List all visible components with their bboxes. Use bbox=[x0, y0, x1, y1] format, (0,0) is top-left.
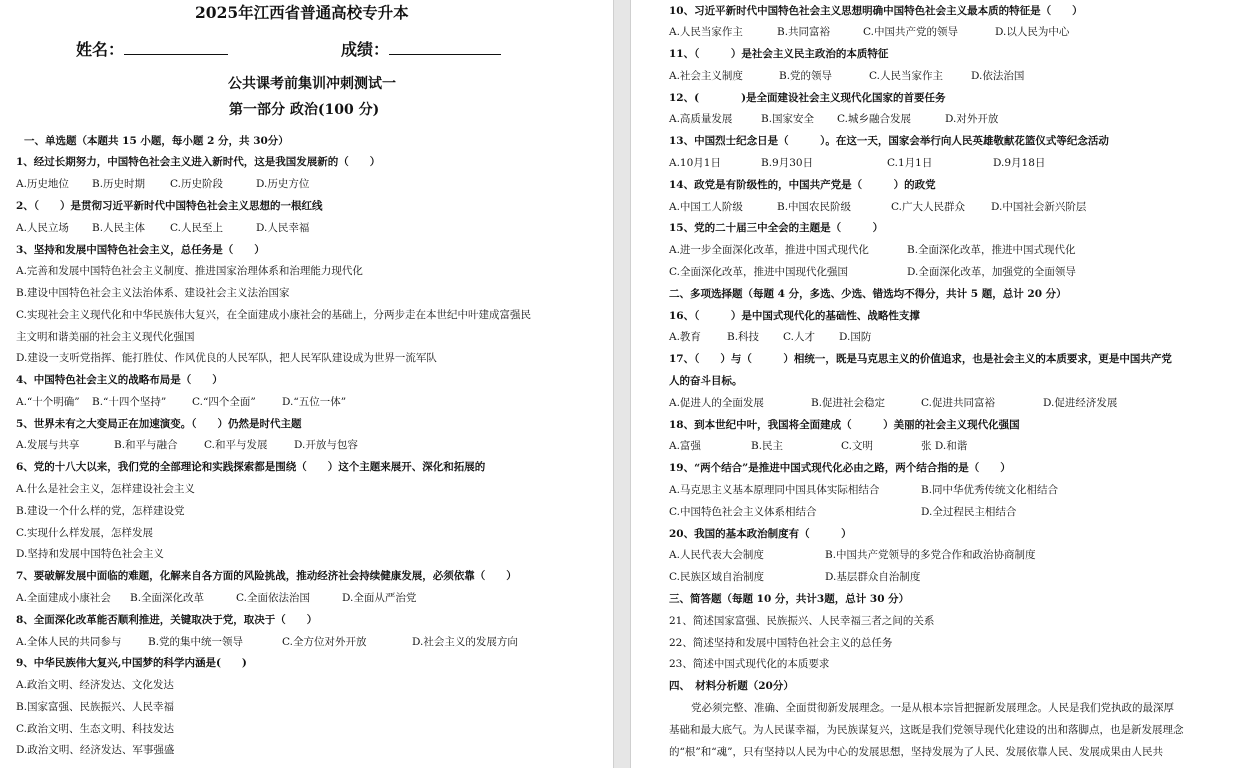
option-c[interactable]: C.全面深化改革，推进中国现代化强国 bbox=[669, 266, 848, 278]
option-row bbox=[669, 112, 998, 126]
question-stem: 10、习近平新时代中国特色社会主义思想明确中国特色社会主义最本质的特征是（ ） bbox=[669, 5, 1083, 17]
option-d[interactable]: D.以人民为中心 bbox=[995, 26, 1070, 38]
option-d[interactable]: D.坚持和发展中国特色社会主义 bbox=[16, 548, 164, 560]
option-a[interactable]: A.全面建成小康社会 bbox=[16, 592, 111, 604]
short-answer-question: 23、简述中国式现代化的本质要求 bbox=[669, 658, 830, 670]
option-c[interactable]: C.促进共同富裕 bbox=[921, 397, 995, 409]
option-d[interactable]: 张 D.和谐 bbox=[921, 440, 968, 452]
option-b[interactable]: B.共同富裕 bbox=[777, 26, 831, 38]
option-d[interactable]: D.全面从严治党 bbox=[342, 592, 417, 604]
option-a[interactable]: A.社会主义制度 bbox=[669, 70, 743, 82]
option-d[interactable]: D.国防 bbox=[839, 331, 872, 343]
option-row bbox=[669, 570, 920, 584]
option-a[interactable]: A.人民代表大会制度 bbox=[669, 549, 764, 561]
option-c[interactable]: C.和平与发展 bbox=[204, 439, 268, 451]
section-heading: 三、简答题（每题 10 分，共计3题，总计 30 分） bbox=[669, 593, 910, 605]
option-a[interactable]: A.人民当家作主 bbox=[669, 26, 743, 38]
option-c[interactable]: C.全面依法治国 bbox=[236, 592, 310, 604]
option-row bbox=[16, 438, 358, 452]
option-a[interactable]: A.教育 bbox=[669, 331, 701, 343]
exam-subtitle: 公共课考前集训冲刺测试一 bbox=[228, 76, 396, 92]
short-answer-question: 21、简述国家富强、民族振兴、人民幸福三者之间的关系 bbox=[669, 615, 935, 627]
option-b[interactable]: B.历史时期 bbox=[92, 178, 146, 190]
option-d[interactable]: D.全过程民主相结合 bbox=[921, 506, 1017, 518]
option-b[interactable]: B.9月30日 bbox=[761, 157, 814, 169]
option-d[interactable]: D.中国社会新兴阶层 bbox=[991, 201, 1087, 213]
question-stem: 18、到本世纪中叶，我国将全面建成（ ）美丽的社会主义现代化强国 bbox=[669, 419, 1020, 431]
question-stem: 12、( )是全面建设社会主义现代化国家的首要任务 bbox=[669, 92, 946, 104]
right-page bbox=[631, 0, 1237, 768]
material-paragraph: 的“根”和“魂”，只有坚持以人民为中心的发展思想，坚持发展为了人民、发展依靠人民、发展成果由人民共 bbox=[669, 746, 1163, 758]
option-row bbox=[16, 635, 518, 649]
option-b[interactable]: B.科技 bbox=[727, 331, 760, 343]
option-d[interactable]: D.建设一支听党指挥、能打胜仗、作风优良的人民军队，把人民军队建设成为世界一流军队 bbox=[16, 352, 437, 364]
question-stem-cont: 人的奋斗目标。 bbox=[669, 375, 743, 387]
option-b[interactable]: B.党的领导 bbox=[779, 70, 833, 82]
option-d[interactable]: D.依法治国 bbox=[971, 70, 1025, 82]
material-paragraph: 基础和最大底气。为人民谋幸福，为民族谋复兴，这既是我们党领导现代化建设的出和落脚点，也是新发展理念 bbox=[669, 724, 1184, 736]
option-c[interactable]: C.“四个全面” bbox=[192, 396, 256, 408]
question-stem: 16、（ ）是中国式现代化的基础性、战略性支撑 bbox=[669, 310, 920, 322]
material-paragraph: 党必须完整、准确、全面贯彻新发展理念。一是从根本宗旨把握新发展理念。人民是我们党执政的最深厚 bbox=[691, 702, 1174, 714]
option-d[interactable]: D.促进经济发展 bbox=[1043, 397, 1118, 409]
question-stem: 19、“两个结合”是推进中国式现代化必由之路，两个结合指的是（ ） bbox=[669, 462, 1011, 474]
option-c[interactable]: C.人民当家作主 bbox=[869, 70, 943, 82]
question-stem: 8、全面深化改革能否顺利推进，关键取决于党，取决于（ ） bbox=[16, 614, 318, 626]
option-d[interactable]: D.对外开放 bbox=[945, 113, 999, 125]
option-c[interactable]: C.政治文明、生态文明、科技发达 bbox=[16, 723, 174, 735]
option-row bbox=[16, 221, 309, 235]
option-c[interactable]: C.中国特色社会主义体系相结合 bbox=[669, 506, 817, 518]
option-b[interactable]: B.全面深化改革，推进中国式现代化 bbox=[907, 244, 1076, 256]
exam-title: 2025年江西省普通高校专升本 bbox=[195, 3, 409, 22]
question-stem: 2、（ ）是贯彻习近平新时代中国特色社会主义思想的一根红线 bbox=[16, 200, 323, 212]
page-gutter bbox=[613, 0, 631, 768]
option-a[interactable]: A.发展与共享 bbox=[16, 439, 80, 451]
option-a[interactable]: A.人民立场 bbox=[16, 222, 69, 234]
section-heading: 一、单选题（本题共 15 小题，每小题 2 分，共 30分） bbox=[24, 135, 289, 147]
question-stem: 5、世界未有之大变局正在加速演变。（ ）仍然是时代主题 bbox=[16, 418, 302, 430]
question-stem: 13、中国烈士纪念日是（ ）。在这一天，国家会举行向人民英雄敬献花篮仪式等纪念活动 bbox=[669, 135, 1109, 147]
option-b[interactable]: B.国家富强、民族振兴、人民幸福 bbox=[16, 701, 175, 713]
option-row bbox=[669, 548, 1036, 562]
option-a[interactable]: A.中国工人阶级 bbox=[669, 201, 743, 213]
option-a[interactable]: A.促进人的全面发展 bbox=[669, 397, 764, 409]
option-d[interactable]: D.社会主义的发展方向 bbox=[412, 636, 518, 648]
option-b[interactable]: B.促进社会稳定 bbox=[811, 397, 886, 409]
option-a[interactable]: A.全体人民的共同参与 bbox=[16, 636, 122, 648]
score-blank[interactable] bbox=[389, 40, 501, 55]
option-c-cont: 主文明和谐美丽的社会主义现代化强国 bbox=[16, 331, 195, 343]
option-d[interactable]: D.人民幸福 bbox=[256, 222, 310, 234]
option-a[interactable]: A.完善和发展中国特色社会主义制度、推进国家治理体系和治理能力现代化 bbox=[16, 265, 363, 277]
option-c[interactable]: C.全方位对外开放 bbox=[282, 636, 367, 648]
option-row bbox=[16, 177, 309, 191]
option-c[interactable]: C.人才 bbox=[783, 331, 815, 343]
short-answer-question: 22、简述坚持和发展中国特色社会主义的总任务 bbox=[669, 637, 893, 649]
question-stem: 1、经过长期努力，中国特色社会主义进入新时代，这是我国发展新的（ ） bbox=[16, 156, 381, 168]
option-b[interactable]: B.同中华优秀传统文化相结合 bbox=[921, 484, 1059, 496]
question-stem: 20、我国的基本政治制度有（ ） bbox=[669, 528, 852, 540]
option-c[interactable]: C.1月1日 bbox=[887, 157, 933, 169]
option-row bbox=[669, 25, 1069, 39]
option-d[interactable]: D.历史方位 bbox=[256, 178, 310, 190]
question-stem: 14、政党是有阶级性的，中国共产党是（ ）的政党 bbox=[669, 179, 936, 191]
option-b[interactable]: B.中国农民阶级 bbox=[777, 201, 852, 213]
option-b[interactable]: B.党的集中统一领导 bbox=[148, 636, 244, 648]
option-a[interactable]: A.10月1日 bbox=[669, 157, 721, 169]
option-d[interactable]: D.全面深化改革，加强党的全面领导 bbox=[907, 266, 1076, 278]
option-b[interactable]: B.“十四个坚持” bbox=[92, 396, 167, 408]
option-b[interactable]: B.国家安全 bbox=[761, 113, 815, 125]
option-a[interactable]: A.什么是社会主义，怎样建设社会主义 bbox=[16, 483, 195, 495]
question-stem: 17、（ ）与（ ）相统一，既是马克思主义的价值追求，也是社会主义的本质要求，更是中国共产党 bbox=[669, 353, 1172, 365]
option-b[interactable]: B.建设中国特色社会主义法治体系、建设社会主义法治国家 bbox=[16, 287, 290, 299]
option-c[interactable]: C.广大人民群众 bbox=[891, 201, 965, 213]
option-b[interactable]: B.民主 bbox=[751, 440, 784, 452]
option-row bbox=[669, 439, 967, 453]
option-row bbox=[16, 395, 346, 409]
section-heading: 四、 材料分析题（20分） bbox=[669, 680, 794, 692]
name-field[interactable] bbox=[76, 40, 228, 57]
left-page bbox=[0, 0, 613, 768]
option-d[interactable]: D.政治文明、经济发达、军事强盛 bbox=[16, 744, 175, 756]
option-a[interactable]: A.历史地位 bbox=[16, 178, 69, 190]
question-stem: 3、坚持和发展中国特色社会主义，总任务是（ ） bbox=[16, 244, 265, 256]
option-row bbox=[669, 483, 1058, 497]
question-stem: 9、中华民族伟大复兴,中国梦的科学内涵是( ) bbox=[16, 657, 247, 669]
name-blank[interactable] bbox=[124, 40, 228, 55]
option-row bbox=[669, 243, 1076, 257]
option-row bbox=[669, 265, 1076, 279]
option-c[interactable]: C.实现什么样发展，怎样发展 bbox=[16, 527, 153, 539]
question-stem: 15、党的二十届三中全会的主题是（ ） bbox=[669, 222, 884, 234]
option-row bbox=[669, 200, 1086, 214]
option-c[interactable]: C.中国共产党的领导 bbox=[863, 26, 958, 38]
option-a[interactable]: A.进一步全面深化改革，推进中国式现代化 bbox=[669, 244, 869, 256]
option-row bbox=[669, 396, 1117, 410]
name-label: 姓名： bbox=[76, 40, 125, 59]
score-field[interactable] bbox=[341, 40, 501, 57]
option-a[interactable]: A.政治文明、经济发达、文化发达 bbox=[16, 679, 174, 691]
part-title: 第一部分 政治(100 分) bbox=[229, 102, 380, 118]
option-row bbox=[669, 330, 871, 344]
option-row bbox=[669, 505, 1016, 519]
option-row bbox=[669, 69, 1024, 83]
option-b[interactable]: B.人民主体 bbox=[92, 222, 146, 234]
option-a[interactable]: A.马克思主义基本原理同中国具体实际相结合 bbox=[669, 484, 880, 496]
question-stem: 4、中国特色社会主义的战略布局是（ ） bbox=[16, 374, 223, 386]
option-a[interactable]: A.“十个明确” bbox=[16, 396, 80, 408]
option-c[interactable]: C.文明 bbox=[841, 440, 873, 452]
option-c[interactable]: C.实现社会主义现代化和中华民族伟大复兴，在全面建成小康社会的基础上，分两步走在本世纪中叶建成富强民 bbox=[16, 309, 531, 321]
option-c[interactable]: C.民族区域自治制度 bbox=[669, 571, 764, 583]
option-c[interactable]: C.历史阶段 bbox=[170, 178, 223, 190]
option-b[interactable]: B.和平与融合 bbox=[114, 439, 178, 451]
question-stem: 7、要破解发展中面临的难题，化解来自各方面的风险挑战，推动经济社会持续健康发展，必须依靠（ ） bbox=[16, 570, 517, 582]
score-label: 成绩： bbox=[341, 40, 390, 59]
option-a[interactable]: A.富强 bbox=[669, 440, 701, 452]
option-b[interactable]: B.全面深化改革 bbox=[130, 592, 205, 604]
option-a[interactable]: A.高质量发展 bbox=[669, 113, 733, 125]
option-c[interactable]: C.人民至上 bbox=[170, 222, 223, 234]
option-b[interactable]: B.建设一个什么样的党，怎样建设党 bbox=[16, 505, 185, 517]
question-stem: 6、党的十八大以来，我们党的全部理论和实践探索都是围绕（ ）这个主题来展开、深化和拓展的 bbox=[16, 461, 486, 473]
option-d[interactable]: D.基层群众自治制度 bbox=[825, 571, 921, 583]
option-row bbox=[16, 591, 416, 605]
option-d[interactable]: D.开放与包容 bbox=[294, 439, 358, 451]
option-b[interactable]: B.中国共产党领导的多党合作和政治协商制度 bbox=[825, 549, 1036, 561]
option-c[interactable]: C.城乡融合发展 bbox=[837, 113, 911, 125]
section-heading: 二、多项选择题（每题 4 分，多选、少选、错选均不得分，共计 5 题，总计 20 分） bbox=[669, 288, 1067, 300]
option-row bbox=[669, 156, 1045, 170]
option-d[interactable]: D.“五位一体” bbox=[282, 396, 347, 408]
option-d[interactable]: D.9月18日 bbox=[993, 157, 1046, 169]
question-stem: 11、（ ）是社会主义民主政治的本质特征 bbox=[669, 48, 889, 60]
